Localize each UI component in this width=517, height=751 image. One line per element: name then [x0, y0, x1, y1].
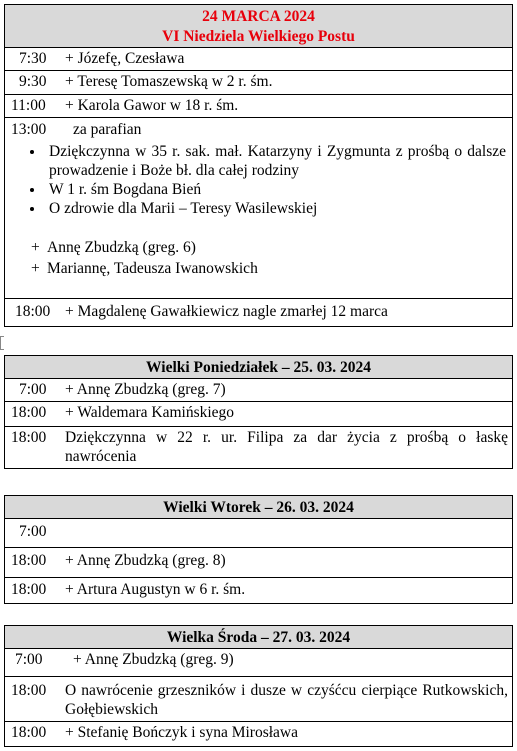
mass-row	[5, 48, 513, 71]
mass-row	[5, 519, 513, 548]
mass-time: 18:00	[15, 303, 51, 320]
intention-item: • W 1 r. śm Bogdana Bień	[45, 180, 512, 199]
mass-time: 7:00	[15, 651, 43, 668]
mass-row	[5, 548, 513, 578]
mass-time: 18:00	[11, 552, 47, 569]
mass-row	[5, 427, 513, 469]
mass-time: 7:00	[19, 523, 47, 540]
mass-intention: + Józefę, Czesława	[65, 50, 185, 67]
mass-row	[5, 402, 513, 427]
mass-row	[5, 299, 513, 327]
mass-intention: + Waldemara Kamińskiego	[65, 404, 235, 421]
paragraph-marker	[0, 336, 4, 350]
mass-intention: + Annę Zbudzką (greg. 8)	[65, 552, 226, 569]
sunday-header	[5, 5, 513, 48]
mass-intention: + Artura Augustyn w 6 r. śm.	[65, 581, 246, 598]
mass-intention: + Teresę Tomaszewską w 2 r. śm.	[65, 73, 273, 90]
mass-time: 9:30	[19, 73, 47, 90]
mass-time: 7:00	[19, 381, 47, 398]
mass-row	[5, 71, 513, 95]
intention-item: • O zdrowie dla Marii – Teresy Wasilewskiej	[45, 199, 512, 218]
mass-intention: + Annę Zbudzką (greg. 9)	[73, 651, 234, 668]
tuesday-header: Wielki Wtorek – 26. 03. 2024	[5, 496, 513, 519]
sunday-date-title: 24 MARCA 2024	[202, 8, 315, 25]
intention-item: • Dziękczynna w 35 r. sak. mał. Katarzyny i Zygmunta z prośbą o dalsze prowadzenie i Boże bł. dla całej rodziny	[45, 142, 512, 180]
mass-time: 7:30	[19, 50, 47, 67]
monday-header: Wielki Poniedziałek – 25. 03. 2024	[5, 356, 513, 379]
wednesday-header: Wielka Środa – 27. 03. 2024	[5, 626, 513, 649]
mass-intention	[65, 522, 508, 546]
mass-label: za parafian	[73, 121, 142, 138]
deceased-item: + Annę Zbudzką (greg. 6)	[31, 239, 196, 256]
mass-row	[5, 379, 513, 402]
mass-row	[5, 649, 513, 677]
mass-row	[5, 578, 513, 604]
mass-intention: + Magdalenę Gawałkiewicz nagle zmarłej 12 marca	[65, 303, 388, 320]
mass-row	[5, 677, 513, 722]
mass-row	[5, 722, 513, 747]
mass-row	[5, 95, 513, 118]
mass-intention: + Stefanię Bończyk i syna Mirosława	[65, 724, 299, 741]
mass-time: 13:00	[11, 121, 47, 138]
monday-schedule-table	[4, 355, 513, 469]
mass-intention: Dziękczynna w 22 r. ur. Filipa za dar życia z prośbą o łaskę nawrócenia	[65, 429, 508, 465]
mass-time: 18:00	[11, 404, 47, 421]
sunday-name-title: VI Niedziela Wielkiego Postu	[162, 28, 355, 45]
mass-intention: + Karola Gawor w 18 r. śm.	[65, 97, 239, 114]
deceased-item: + Mariannę, Tadeusza Iwanowskich	[31, 260, 258, 277]
mass-time: 18:00	[11, 581, 47, 598]
deceased-name: Mariannę, Tadeusza Iwanowskich	[47, 260, 258, 277]
tuesday-schedule-table	[4, 495, 513, 604]
mass-time: 11:00	[11, 97, 46, 114]
mass-block-13	[5, 118, 513, 299]
mass-time: 18:00	[11, 682, 47, 699]
mass-intention: O nawrócenie grzeszników i dusze w czyśćcu cierpiące Rutkowskich, Gołębiewskich	[65, 682, 508, 718]
deceased-name: Annę Zbudzką (greg. 6)	[47, 239, 196, 256]
wednesday-schedule-table	[4, 625, 513, 747]
sunday-schedule-table	[4, 4, 513, 327]
mass-time: 18:00	[11, 724, 47, 741]
mass-time: 18:00	[11, 429, 47, 446]
mass-intention: + Annę Zbudzką (greg. 7)	[65, 381, 226, 398]
intention-list	[5, 142, 512, 218]
